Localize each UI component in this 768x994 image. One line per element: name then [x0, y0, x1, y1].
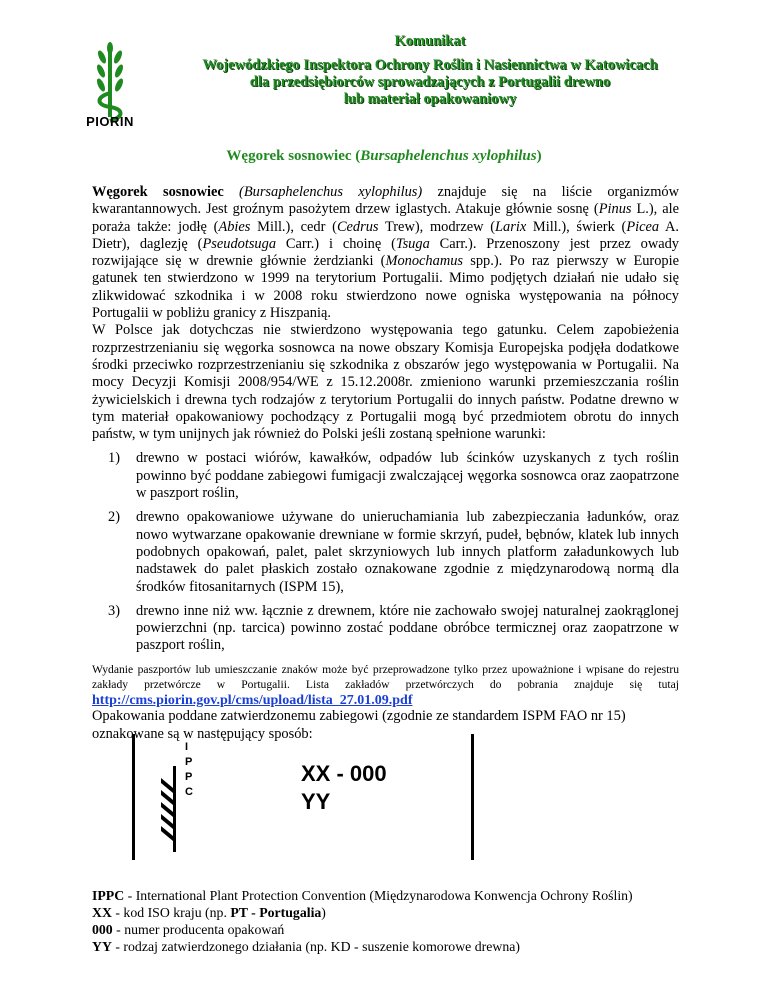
ippc-mark	[132, 734, 474, 860]
header-line-2: Wojewódzkiego Inspektora Ochrony Roślin i Nasiennictwa w Katowicach	[202, 57, 658, 73]
list-item: 2) drewno opakowaniowe używane do unieruchamiania lub zabezpieczania ładunków, oraz nowo wytwarzane opakowanie drewniane w formie skrzyń, pudeł, bębnów, klatek lub innych podobnych opakowań, palet, palet skrzyniowych lub innych platform załadunkowych lub nadstawek do palet płaskich zostało oznakowane zgodnie z międzynarodową normą dla środków fitosanitarnych (ISPM 15),	[108, 509, 679, 595]
header-line-4: lub materiał opakowaniowy	[343, 91, 517, 107]
legend-item: IPPC - International Plant Protection Convention (Międzynarodowa Konwencja Ochrony Roślin)	[92, 888, 633, 903]
header-komunikat: Komunikat	[394, 33, 466, 49]
legend	[92, 887, 692, 955]
header-line-3: dla przedsiębiorców sprowadzających z Portugalii drewno	[249, 74, 611, 90]
legend-item: 000 - numer producenta opakowań	[92, 922, 285, 937]
pdf-list-link[interactable]: http://cms.piorin.gov.pl/cms/upload/lista_27.01.09.pdf	[92, 692, 413, 708]
list-item: 3) drewno inne niż ww. łącznie z drewnem, które nie zachowało swojej naturalnej zaokrąglonej powierzchni (np. tarcica) powinno zostać poddane obróbce termicznej oraz zaopatrzone w paszport roślin,	[108, 602, 679, 654]
wheat-icon	[157, 764, 187, 854]
list-item: 1) drewno w postaci wiórów, kawałków, odpadów lub ścinków uzyskanych z tych roślin powinno być poddane zabiegowi fumigacji zwalczającej węgorka sosnowca oraz zaopatrzone w paszport roślin,	[108, 450, 679, 502]
document-body	[92, 184, 679, 743]
legend-item: YY - rodzaj zatwierdzonego działania (np. KD - suszenie komorowe drewna)	[92, 939, 520, 954]
paragraph-intro: Węgorek sosnowiec (Bursaphelenchus xylophilus) znajduje się na liście organizmów kwarantannowych. Jest groźnym pasożytem drzew iglastych. Atakuje głównie sosnę (Pinus L.), ale poraża także: jodłę (Abies Mill.), cedr (Cedrus Trew), modrzew (Larix Mill.), świerk (Picea A. Dietr), daglezję (Pseudotsuga Carr.) i choinę (Tsuga Carr.). Przenoszony jest przez owady rozwijające się w drewnie głównie żerdzianki (Monochamus spp.). Po raz pierwszy w Europie gatunek ten stwierdzono w 1999 na terytorium Portugalii. Mimo podjętych działań nie udało się zlikwidować szkodnika i w 2008 roku stwierdzono nowe ogniska występowania na północy Portugalii w pobliżu granicy z Hiszpanią.	[92, 184, 680, 322]
paragraph-regulation: W Polsce jak dotychczas nie stwierdzono występowania tego gatunku. Celem zapobieżenia rozprzestrzenianiu się węgorka sosnowca na nowe obszary Komisja Europejska podjęła dodatkowe środki przeciwko rozprzestrzenianiu się szkodnika z obszarów jego występowania w Portugalii. Na mocy Decyzji Komisji 2008/954/WE z 15.12.2008r. zmieniono warunki przemieszczania roślin żywicielskich i drewna tych rodzajów z terytorium Portugalii do innych państw. Podatne drewno w tym materiał opakowaniowy pochodzący z Portugalii mogą być przedmiotem obrotu do innych państw, w tym unijnych jak również do Polski jeśli zostaną spełnione warunki:	[92, 322, 679, 443]
page-title: Węgorek sosnowiec (Bursaphelenchus xylophilus)	[226, 148, 542, 164]
note-paragraph: Wydanie paszportów lub umieszczanie znaków może być przeprowadzone tylko przez upoważnione i wpisane do rejestru zakłady przetwórcze w Portugalii. Lista zakładów przetwórczych do pobrania znajduje się tutaj http://cms.piorin.gov.pl/cms/upload/lista_27.01.09.pdf	[92, 662, 679, 708]
conditions-list	[92, 450, 679, 654]
marking-intro: Opakowania poddane zatwierdzonemu zabiegowi (zgodnie ze standardem ISPM FAO nr 15) oznakowane są w następujący sposób:	[92, 708, 626, 742]
ippc-code: XX - 000 YY	[301, 761, 387, 814]
logo-text: PIORIN	[86, 114, 134, 129]
legend-item: XX - kod ISO kraju (np. PT - Portugalia)	[92, 905, 326, 920]
ippc-letters: I P P C	[185, 741, 193, 798]
